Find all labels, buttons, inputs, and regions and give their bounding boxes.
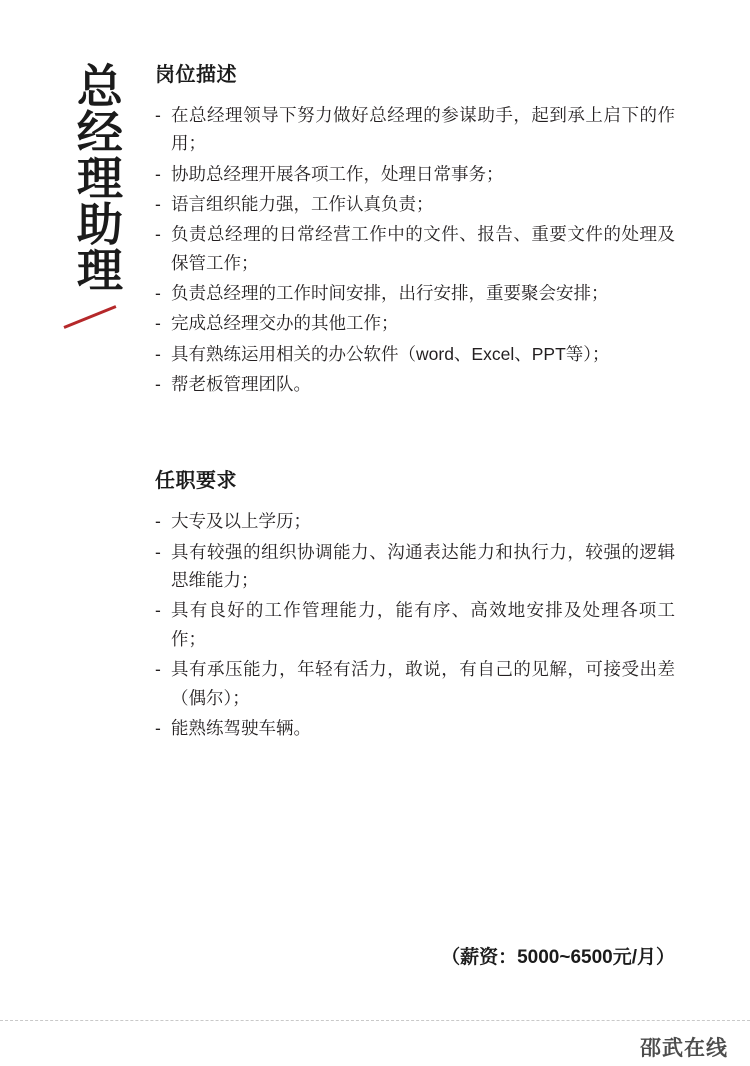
- list-item: [155, 160, 675, 188]
- list-item: [155, 596, 675, 653]
- site-watermark: 邵武在线: [640, 1037, 728, 1060]
- bullet-dash-icon: -: [155, 717, 161, 738]
- list-item-text: 具有熟练运用相关的办公软件（word、Excel、PPT等）；: [171, 343, 610, 364]
- bullet-dash-icon: -: [155, 194, 161, 215]
- salary-note: （薪资：5000~6500元/月）: [441, 947, 675, 968]
- section-requirements: [155, 464, 675, 742]
- requirements-list: [155, 507, 675, 742]
- bullet-dash-icon: -: [155, 600, 161, 621]
- list-item: [155, 340, 675, 368]
- list-item: [155, 538, 675, 595]
- section-job-description: [155, 58, 675, 398]
- description-list: [155, 101, 675, 398]
- list-item: [155, 309, 675, 337]
- list-item-text: 语言组织能力强，工作认真负责；: [171, 194, 434, 215]
- list-item-text: 具有较强的组织协调能力、沟通表达能力和执行力，较强的逻辑思维能力；: [171, 541, 675, 591]
- list-item: [155, 220, 675, 277]
- bullet-dash-icon: -: [155, 224, 161, 245]
- bullet-dash-icon: -: [155, 511, 161, 532]
- list-item-text: 能熟练驾驶车辆。: [171, 717, 311, 738]
- list-item: [155, 655, 675, 712]
- list-item-text: 具有承压能力，年轻有活力，敢说，有自己的见解，可接受出差（偶尔）；: [171, 659, 675, 708]
- list-item-text: 协助总经理开展各项工作，处理日常事务；: [171, 163, 504, 184]
- job-content: [155, 58, 675, 744]
- bullet-dash-icon: -: [155, 163, 161, 184]
- list-item: [155, 101, 675, 158]
- list-item: [155, 714, 675, 742]
- bullet-dash-icon: -: [155, 374, 161, 395]
- job-title-column: [60, 42, 132, 329]
- list-item: [155, 370, 675, 398]
- section-spacer: [155, 400, 675, 464]
- list-item-text: 具有良好的工作管理能力，能有序、高效地安排及处理各项工作；: [171, 600, 675, 649]
- list-item-text: 帮老板管理团队。: [171, 374, 311, 395]
- footer-divider: [0, 1020, 750, 1021]
- bullet-dash-icon: -: [155, 105, 161, 125]
- section-heading-requirements: 任职要求: [155, 470, 237, 493]
- bullet-dash-icon: -: [155, 343, 161, 364]
- list-item-text: 在总经理领导下努力做好总经理的参谋助手，起到承上启下的作用；: [171, 105, 675, 154]
- bullet-dash-icon: -: [155, 659, 161, 680]
- list-item: [155, 507, 675, 535]
- page-title: 总经理助理: [70, 62, 123, 292]
- bullet-dash-icon: -: [155, 283, 161, 304]
- list-item-text: 大专及以上学历；: [171, 511, 311, 532]
- list-item-text: 负责总经理的日常经营工作中的文件、报告、重要文件的处理及保管工作；: [171, 224, 675, 273]
- bullet-dash-icon: -: [155, 313, 161, 334]
- list-item: [155, 190, 675, 218]
- list-item-text: 负责总经理的工作时间安排，出行安排，重要聚会安排；: [171, 283, 609, 304]
- list-item: [155, 279, 675, 307]
- list-item-text: 完成总经理交办的其他工作；: [171, 313, 399, 334]
- bullet-dash-icon: -: [155, 541, 161, 562]
- section-heading-description: 岗位描述: [155, 64, 237, 86]
